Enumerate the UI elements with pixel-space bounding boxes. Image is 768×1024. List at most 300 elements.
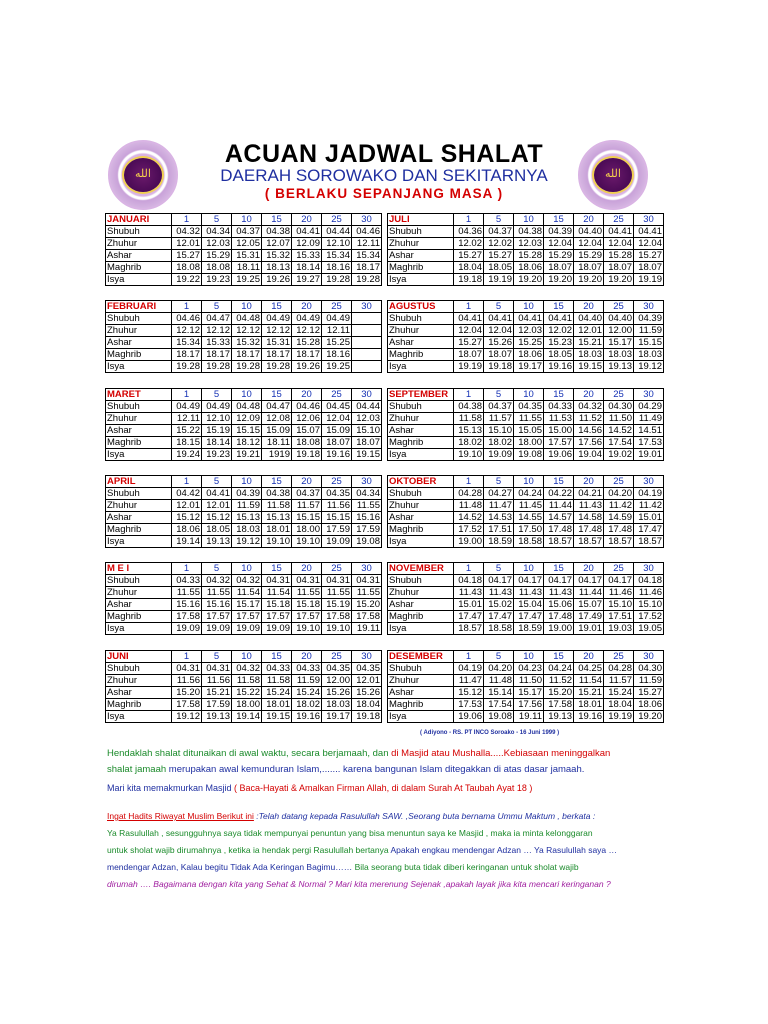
month-table-februari — [105, 300, 382, 373]
prayer-time: 18.16 — [322, 349, 352, 361]
month-name: JULI — [388, 214, 454, 226]
prayer-time: 04.46 — [172, 313, 202, 325]
emblem-text-right: الله — [605, 167, 621, 180]
prayer-label: Zhuhur — [106, 500, 172, 512]
prayer-row — [106, 226, 382, 238]
month-name: APRIL — [106, 476, 172, 488]
prayer-label: Ashar — [106, 425, 172, 437]
prayer-row — [388, 663, 664, 675]
prayer-label: Maghrib — [106, 437, 172, 449]
day-header: 20 — [574, 563, 604, 575]
prayer-row — [106, 599, 382, 611]
prayer-time: 11.53 — [544, 413, 574, 425]
day-header: 10 — [232, 301, 262, 313]
prayer-time: 04.38 — [262, 488, 292, 500]
prayer-time: 18.03 — [574, 349, 604, 361]
prayer-time: 04.17 — [544, 575, 574, 587]
prayer-time: 12.01 — [574, 325, 604, 337]
prayer-time: 15.07 — [292, 425, 322, 437]
prayer-time: 12.04 — [604, 238, 634, 250]
prayer-time: 04.41 — [514, 313, 544, 325]
prayer-time: 18.58 — [484, 623, 514, 635]
prayer-time: 18.05 — [544, 349, 574, 361]
day-header: 25 — [322, 301, 352, 313]
prayer-time: 19.17 — [322, 711, 352, 723]
prayer-time: 04.49 — [262, 313, 292, 325]
month-name: DESEMBER — [388, 651, 454, 663]
prayer-label: Maghrib — [388, 699, 454, 711]
day-header: 15 — [262, 389, 292, 401]
day-header: 30 — [352, 651, 382, 663]
prayer-time: 15.13 — [454, 425, 484, 437]
prayer-row — [106, 361, 382, 373]
prayer-time: 15.23 — [544, 337, 574, 349]
prayer-time: 04.18 — [634, 575, 664, 587]
prayer-time: 19.18 — [352, 711, 382, 723]
prayer-label: Zhuhur — [106, 238, 172, 250]
prayer-time: 15.14 — [484, 687, 514, 699]
day-header: 20 — [292, 214, 322, 226]
prayer-time: 19.20 — [544, 274, 574, 286]
day-header: 5 — [202, 301, 232, 313]
prayer-label: Ashar — [106, 599, 172, 611]
prayer-time: 19.13 — [202, 711, 232, 723]
prayer-label: Maghrib — [388, 437, 454, 449]
prayer-time: 04.49 — [202, 401, 232, 413]
prayer-time: 17.57 — [544, 437, 574, 449]
prayer-time: 15.15 — [232, 425, 262, 437]
day-header: 5 — [484, 476, 514, 488]
prayer-time: 18.05 — [202, 524, 232, 536]
day-header: 20 — [292, 563, 322, 575]
day-header: 1 — [454, 476, 484, 488]
prayer-time: 17.48 — [604, 524, 634, 536]
prayer-time: 14.53 — [484, 512, 514, 524]
prayer-label: Shubuh — [388, 575, 454, 587]
prayer-time: 18.17 — [172, 349, 202, 361]
prayer-label: Zhuhur — [106, 587, 172, 599]
prayer-label: Shubuh — [106, 575, 172, 587]
prayer-time: 15.26 — [352, 687, 382, 699]
prayer-time: 19.16 — [322, 449, 352, 461]
validity-note: ( BERLAKU SEPANJANG MASA ) — [264, 186, 504, 201]
prayer-time: 18.07 — [634, 262, 664, 274]
prayer-label: Isya — [106, 449, 172, 461]
prayer-label: Isya — [106, 536, 172, 548]
prayer-time: 19.19 — [634, 274, 664, 286]
prayer-time — [352, 337, 382, 349]
prayer-row — [106, 488, 382, 500]
prayer-time: 04.42 — [172, 488, 202, 500]
prayer-row — [388, 262, 664, 274]
prayer-time: 19.24 — [172, 449, 202, 461]
prayer-time: 19.28 — [322, 274, 352, 286]
prayer-label: Isya — [106, 361, 172, 373]
prayer-time: 19.18 — [292, 449, 322, 461]
prayer-time: 15.18 — [292, 599, 322, 611]
prayer-time: 19.06 — [454, 711, 484, 723]
prayer-time: 15.26 — [484, 337, 514, 349]
prayer-time: 04.20 — [484, 663, 514, 675]
prayer-time: 11.46 — [604, 587, 634, 599]
day-header: 30 — [352, 214, 382, 226]
prayer-time: 11.44 — [574, 587, 604, 599]
prayer-time: 04.34 — [202, 226, 232, 238]
prayer-label: Zhuhur — [388, 675, 454, 687]
month-name: OKTOBER — [388, 476, 454, 488]
day-header: 10 — [514, 301, 544, 313]
prayer-time: 04.32 — [172, 226, 202, 238]
prayer-time: 19.16 — [292, 711, 322, 723]
prayer-time: 04.31 — [202, 663, 232, 675]
month-name: FEBRUARI — [106, 301, 172, 313]
prayer-time: 15.10 — [484, 425, 514, 437]
prayer-time: 12.06 — [292, 413, 322, 425]
prayer-time: 04.18 — [454, 575, 484, 587]
prayer-time: 12.04 — [574, 238, 604, 250]
prayer-row — [388, 413, 664, 425]
prayer-time: 14.58 — [574, 512, 604, 524]
prayer-time: 04.40 — [574, 226, 604, 238]
prayer-time: 19.23 — [202, 274, 232, 286]
prayer-time: 04.33 — [544, 401, 574, 413]
prayer-time: 15.28 — [292, 337, 322, 349]
credit-line: ( Adiyono - RS. PT INCO Soroako - 16 Juni 1999 ) — [420, 730, 560, 736]
day-header: 1 — [454, 563, 484, 575]
prayer-time: 04.37 — [292, 488, 322, 500]
prayer-time: 19.13 — [544, 711, 574, 723]
prayer-time: 15.34 — [352, 250, 382, 262]
day-header: 30 — [352, 476, 382, 488]
prayer-label: Maghrib — [106, 699, 172, 711]
prayer-time: 19.21 — [232, 449, 262, 461]
advice-text-1: Hendaklah shalat ditunaikan di awal waktu, secara berjamaah, dan — [107, 748, 392, 759]
prayer-time: 04.39 — [544, 226, 574, 238]
prayer-time: 15.27 — [454, 250, 484, 262]
prayer-time: 18.07 — [322, 437, 352, 449]
month-table-maret — [105, 388, 382, 461]
prayer-time: 11.52 — [574, 413, 604, 425]
day-header: 1 — [172, 563, 202, 575]
prayer-time: 17.52 — [634, 611, 664, 623]
prayer-time: 18.16 — [322, 262, 352, 274]
prayer-label: Zhuhur — [388, 500, 454, 512]
month-name: SEPTEMBER — [388, 389, 454, 401]
prayer-time: 18.07 — [454, 349, 484, 361]
day-header: 5 — [484, 301, 514, 313]
prayer-time: 04.33 — [172, 575, 202, 587]
prayer-time: 17.47 — [514, 611, 544, 623]
prayer-time: 14.55 — [514, 512, 544, 524]
prayer-time: 19.10 — [322, 623, 352, 635]
day-header: 1 — [172, 301, 202, 313]
prayer-time: 17.57 — [292, 611, 322, 623]
prayer-time: 11.56 — [202, 675, 232, 687]
prayer-time: 12.09 — [232, 413, 262, 425]
prayer-time: 19.05 — [634, 623, 664, 635]
prayer-row — [106, 349, 382, 361]
prayer-time: 17.49 — [574, 611, 604, 623]
prayer-time: 15.12 — [202, 512, 232, 524]
prayer-time: 11.55 — [352, 587, 382, 599]
prayer-time: 04.41 — [454, 313, 484, 325]
prayer-time: 18.01 — [574, 699, 604, 711]
day-header: 1 — [454, 389, 484, 401]
prayer-row — [388, 425, 664, 437]
prayer-row — [106, 274, 382, 286]
prayer-label: Shubuh — [106, 226, 172, 238]
prayer-time: 19.28 — [202, 361, 232, 373]
prayer-time: 18.03 — [634, 349, 664, 361]
day-header: 25 — [604, 214, 634, 226]
month-table-agustus — [387, 300, 664, 373]
prayer-label: Ashar — [388, 425, 454, 437]
day-header: 10 — [232, 389, 262, 401]
prayer-time: 11.55 — [172, 587, 202, 599]
prayer-time: 15.16 — [172, 599, 202, 611]
prayer-time: 04.35 — [322, 488, 352, 500]
prayer-time: 15.26 — [322, 687, 352, 699]
prayer-time: 15.33 — [292, 250, 322, 262]
day-header: 15 — [544, 214, 574, 226]
prayer-row — [106, 500, 382, 512]
day-header: 25 — [604, 563, 634, 575]
prayer-row — [106, 575, 382, 587]
prayer-time: 18.02 — [484, 437, 514, 449]
month-table-desember — [387, 650, 664, 723]
prayer-time: 11.58 — [232, 675, 262, 687]
prayer-time: 15.10 — [634, 599, 664, 611]
prayer-time: 15.29 — [574, 250, 604, 262]
prayer-label: Shubuh — [388, 488, 454, 500]
prayer-time: 11.47 — [454, 675, 484, 687]
prayer-label: Isya — [106, 274, 172, 286]
prayer-time: 19.23 — [202, 449, 232, 461]
prayer-time: 15.12 — [172, 512, 202, 524]
prayer-time: 18.07 — [574, 262, 604, 274]
prayer-time: 04.25 — [574, 663, 604, 675]
prayer-time: 15.07 — [574, 599, 604, 611]
day-header: 5 — [202, 651, 232, 663]
prayer-time: 19.12 — [172, 711, 202, 723]
prayer-time: 15.13 — [262, 512, 292, 524]
prayer-time: 18.00 — [292, 524, 322, 536]
prayer-time: 19.11 — [514, 711, 544, 723]
day-header: 1 — [454, 214, 484, 226]
prayer-time: 04.47 — [202, 313, 232, 325]
prayer-time: 18.14 — [292, 262, 322, 274]
prayer-time: 18.03 — [604, 349, 634, 361]
prayer-time: 18.06 — [514, 349, 544, 361]
prayer-time: 12.04 — [484, 325, 514, 337]
prayer-label: Shubuh — [388, 226, 454, 238]
prayer-time: 17.57 — [232, 611, 262, 623]
advice-text-4: shalat jamaah — [107, 764, 167, 775]
prayer-time: 12.01 — [202, 500, 232, 512]
prayer-time: 11.43 — [574, 500, 604, 512]
prayer-time: 18.57 — [574, 536, 604, 548]
prayer-time: 11.54 — [232, 587, 262, 599]
prayer-time: 19.28 — [232, 361, 262, 373]
prayer-time: 11.58 — [262, 500, 292, 512]
prayer-time: 15.31 — [232, 250, 262, 262]
prayer-time: 04.35 — [514, 401, 544, 413]
prayer-time: 15.31 — [262, 337, 292, 349]
prayer-label: Maghrib — [106, 349, 172, 361]
prayer-row — [388, 687, 664, 699]
prayer-time: 04.31 — [352, 575, 382, 587]
prayer-time: 04.37 — [484, 401, 514, 413]
month-table-juni — [105, 650, 382, 723]
prayer-time: 04.32 — [202, 575, 232, 587]
prayer-row — [106, 325, 382, 337]
prayer-time: 04.30 — [634, 663, 664, 675]
prayer-time: 11.50 — [604, 413, 634, 425]
prayer-time: 19.01 — [634, 449, 664, 461]
prayer-time: 18.14 — [202, 437, 232, 449]
prayer-time: 12.03 — [202, 238, 232, 250]
prayer-row — [388, 699, 664, 711]
prayer-time: 19.13 — [202, 536, 232, 548]
prayer-time: 12.03 — [514, 325, 544, 337]
prayer-time: 19.06 — [544, 449, 574, 461]
day-header: 10 — [232, 214, 262, 226]
month-table-mei — [105, 562, 382, 635]
day-header: 25 — [604, 476, 634, 488]
advice-text-2: di Masjid atau Mushalla — [391, 748, 491, 759]
prayer-time: 11.48 — [454, 500, 484, 512]
prayer-time: 04.21 — [574, 488, 604, 500]
day-header: 5 — [484, 651, 514, 663]
prayer-row — [106, 401, 382, 413]
prayer-row — [106, 687, 382, 699]
prayer-time: 12.08 — [262, 413, 292, 425]
prayer-time: 12.12 — [232, 325, 262, 337]
prayer-time: 04.23 — [514, 663, 544, 675]
day-header: 20 — [574, 651, 604, 663]
prayer-label: Shubuh — [388, 663, 454, 675]
prayer-time: 18.03 — [232, 524, 262, 536]
prayer-time: 15.17 — [604, 337, 634, 349]
prayer-label: Maghrib — [388, 524, 454, 536]
page-title: ACUAN JADWAL SHALAT — [224, 140, 544, 168]
prayer-row — [388, 274, 664, 286]
prayer-time: 04.17 — [604, 575, 634, 587]
hadith-text-6: Bila seorang buta tidak diberi keringanan untuk sholat wajib — [352, 862, 579, 872]
prayer-time: 18.57 — [544, 536, 574, 548]
prayer-time: 04.41 — [544, 313, 574, 325]
prayer-time: 04.41 — [292, 226, 322, 238]
prayer-time: 17.58 — [544, 699, 574, 711]
prayer-time — [352, 361, 382, 373]
prayer-time: 11.56 — [172, 675, 202, 687]
prayer-row — [388, 488, 664, 500]
day-header: 20 — [574, 301, 604, 313]
mosque-call-line — [107, 783, 532, 793]
prayer-time: 19.16 — [544, 361, 574, 373]
prayer-time: 18.17 — [232, 349, 262, 361]
day-header: 1 — [454, 651, 484, 663]
prayer-time: 15.27 — [634, 250, 664, 262]
prayer-time: 19.00 — [544, 623, 574, 635]
prayer-time: 19.19 — [484, 274, 514, 286]
day-header: 10 — [232, 563, 262, 575]
prayer-time: 11.49 — [634, 413, 664, 425]
day-header: 20 — [292, 301, 322, 313]
prayer-time: 12.01 — [172, 238, 202, 250]
prayer-time: 19.17 — [514, 361, 544, 373]
prayer-time: 11.57 — [292, 500, 322, 512]
prayer-row — [388, 512, 664, 524]
prayer-time: 12.11 — [322, 325, 352, 337]
prayer-time: 17.48 — [544, 524, 574, 536]
prayer-time: 18.17 — [262, 349, 292, 361]
prayer-time: 19.10 — [292, 536, 322, 548]
prayer-time: 04.46 — [352, 226, 382, 238]
prayer-time: 15.22 — [232, 687, 262, 699]
prayer-time: 04.19 — [634, 488, 664, 500]
month-table-april — [105, 475, 382, 548]
prayer-time: 14.57 — [544, 512, 574, 524]
prayer-time: 04.38 — [514, 226, 544, 238]
prayer-time: 15.34 — [172, 337, 202, 349]
prayer-time: 11.59 — [634, 675, 664, 687]
prayer-time: 11.47 — [484, 500, 514, 512]
prayer-time: 15.01 — [634, 512, 664, 524]
prayer-time: 12.12 — [292, 325, 322, 337]
prayer-row — [106, 413, 382, 425]
prayer-time: 12.01 — [352, 675, 382, 687]
day-header: 1 — [172, 214, 202, 226]
prayer-time: 15.10 — [352, 425, 382, 437]
advice-text-5: merupakan awal kemunduran Islam,....... karena bangunan Islam ditegakkan di atas dasar jamaah. — [166, 764, 585, 775]
day-header: 20 — [574, 389, 604, 401]
prayer-time: 15.24 — [262, 687, 292, 699]
prayer-time: 12.01 — [172, 500, 202, 512]
prayer-time: 15.34 — [322, 250, 352, 262]
prayer-time: 19.14 — [172, 536, 202, 548]
prayer-row — [106, 611, 382, 623]
prayer-time: 15.33 — [202, 337, 232, 349]
prayer-time: 17.51 — [484, 524, 514, 536]
prayer-time: 11.57 — [484, 413, 514, 425]
prayer-time: 18.58 — [514, 536, 544, 548]
prayer-time: 17.52 — [454, 524, 484, 536]
day-header: 10 — [514, 651, 544, 663]
prayer-time: 18.01 — [262, 524, 292, 536]
prayer-label: Zhuhur — [106, 413, 172, 425]
prayer-row — [388, 313, 664, 325]
prayer-time: 18.04 — [454, 262, 484, 274]
prayer-time: 11.56 — [322, 500, 352, 512]
month-name: M E I — [106, 563, 172, 575]
day-header: 15 — [544, 389, 574, 401]
prayer-time: 11.44 — [544, 500, 574, 512]
prayer-time: 04.41 — [634, 226, 664, 238]
prayer-time: 18.08 — [202, 262, 232, 274]
prayer-time: 18.59 — [484, 536, 514, 548]
day-header: 20 — [292, 476, 322, 488]
prayer-time: 04.28 — [604, 663, 634, 675]
day-header: 20 — [574, 214, 604, 226]
prayer-time: 19.20 — [514, 274, 544, 286]
prayer-row — [388, 226, 664, 238]
prayer-time: 19.28 — [172, 361, 202, 373]
prayer-time: 19.10 — [262, 536, 292, 548]
prayer-time: 04.24 — [544, 663, 574, 675]
prayer-label: Zhuhur — [388, 587, 454, 599]
day-header: 5 — [484, 389, 514, 401]
